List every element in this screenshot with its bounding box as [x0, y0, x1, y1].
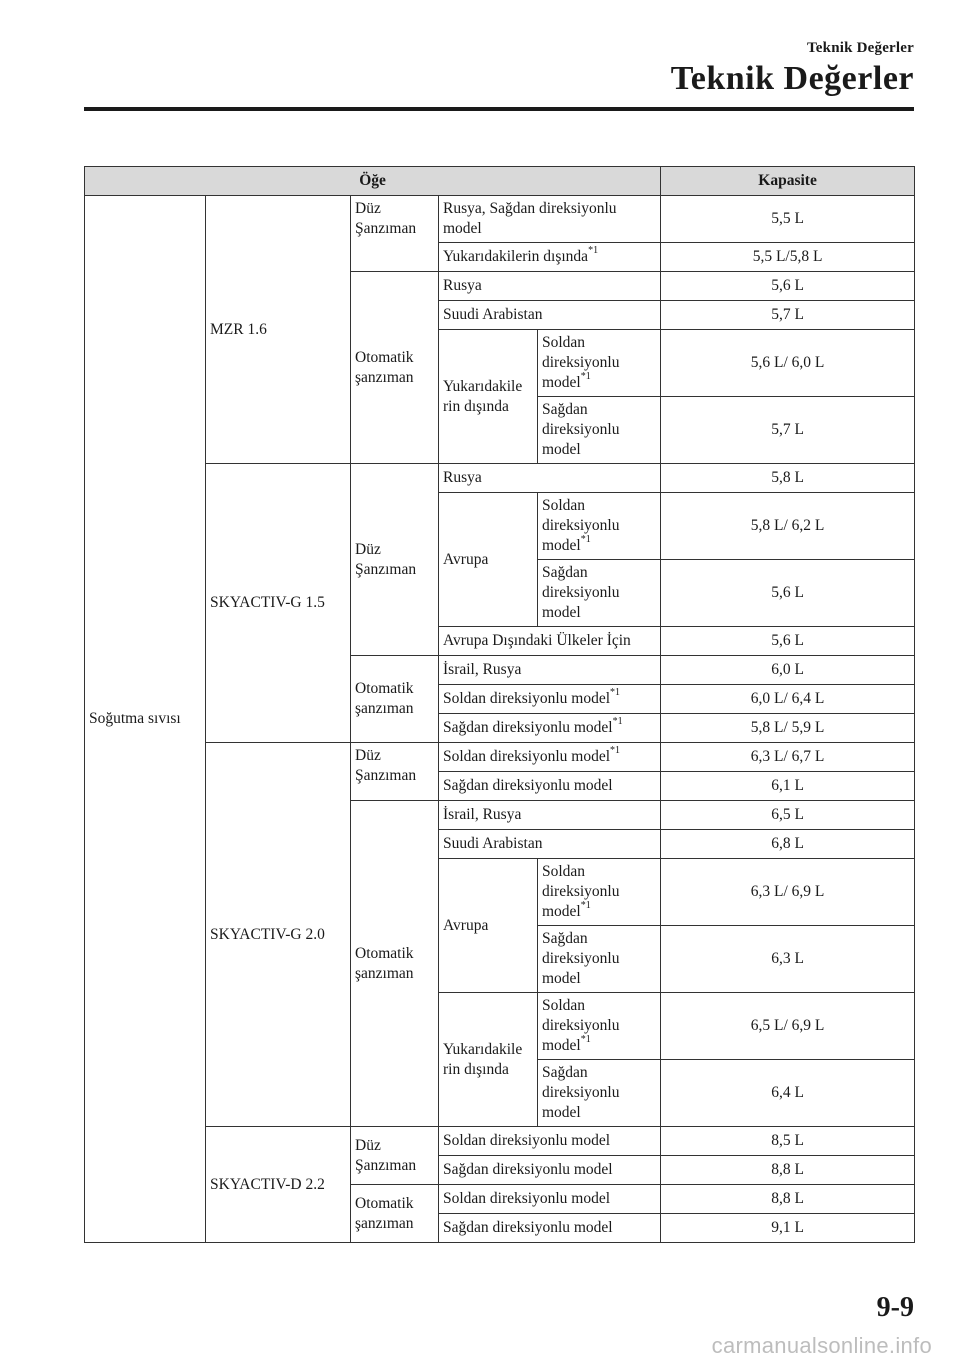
footnote-mark: *1 — [588, 244, 599, 256]
row-label: Soldan direksiyonlu model$^{*1}$ — [538, 859, 661, 926]
coolant-capacity-table — [84, 166, 915, 1243]
capacity-value: 6,5 L — [661, 801, 915, 830]
capacity-value: 5,6 L — [661, 272, 915, 301]
capacity-value: 6,8 L — [661, 830, 915, 859]
row-label: Sağdan direksiyonlu model — [439, 772, 661, 801]
row-label: Soldan direksiyonlu model — [439, 1185, 661, 1214]
trans-auto: Otomatik şanzıman — [351, 801, 439, 1127]
region-other: Yukarıdakile rin dışında — [439, 330, 538, 464]
row-label: Sağdan direksiyonlu model — [538, 560, 661, 627]
capacity-value: 6,0 L/ 6,4 L — [661, 685, 915, 714]
row-label: Soldan direksiyonlu model$^{*1}$ — [538, 330, 661, 397]
row-label: İsrail, Rusya — [439, 656, 661, 685]
capacity-value: 5,7 L — [661, 397, 915, 464]
capacity-value: 5,8 L/ 6,2 L — [661, 493, 915, 560]
region-europe: Avrupa — [439, 859, 538, 993]
capacity-value: 6,1 L — [661, 772, 915, 801]
trans-manual: Düz Şanzıman — [351, 196, 439, 272]
capacity-value: 6,4 L — [661, 1060, 915, 1127]
running-header: Teknik Değerler — [806, 40, 914, 56]
trans-manual: Düz Şanzıman — [351, 464, 439, 656]
row-label: Soldan direksiyonlu model — [439, 1127, 661, 1156]
watermark: carmanualsonline.info — [711, 1333, 932, 1358]
capacity-value: 6,3 L — [661, 926, 915, 993]
footnote-mark: *1 — [612, 715, 623, 727]
capacity-value: 5,8 L — [661, 464, 915, 493]
row-label: Sağdan direksiyonlu model — [538, 926, 661, 993]
row-label: Sağdan direksiyonlu model — [439, 1156, 661, 1185]
row-label: Sağdan direksiyonlu model$^{*1}$ — [439, 714, 661, 743]
footnote-mark: *1 — [580, 1033, 591, 1045]
row-label: Soldan direksiyonlu model$^{*1}$ — [439, 685, 661, 714]
row-label: Avrupa Dışındaki Ülkeler İçin — [439, 627, 661, 656]
row-label: Rusya, Sağdan direksiyonlu model — [439, 196, 661, 243]
row-label: Rusya — [439, 272, 661, 301]
capacity-value: 6,0 L — [661, 656, 915, 685]
capacity-value: 6,3 L/ 6,7 L — [661, 743, 915, 772]
capacity-value: 6,5 L/ 6,9 L — [661, 993, 915, 1060]
row-label: Sağdan direksiyonlu model — [538, 397, 661, 464]
capacity-value: 8,8 L — [661, 1185, 915, 1214]
capacity-value: 5,5 L — [661, 196, 915, 243]
footnote-mark: *1 — [580, 370, 591, 382]
row-label: Yukarıdakilerin dışında$^{*1}$ — [439, 243, 661, 272]
capacity-value: 5,8 L/ 5,9 L — [661, 714, 915, 743]
item-coolant: Soğutma sıvısı — [85, 196, 206, 1243]
row-label: Sağdan direksiyonlu model — [538, 1060, 661, 1127]
trans-auto: Otomatik şanzıman — [351, 272, 439, 464]
capacity-value: 5,6 L — [661, 560, 915, 627]
capacity-value: 5,5 L/5,8 L — [661, 243, 915, 272]
engine-mzr16: MZR 1.6 — [206, 196, 351, 464]
engine-d22: SKYACTIV-D 2.2 — [206, 1127, 351, 1243]
capacity-value: 5,7 L — [661, 301, 915, 330]
row-label: Suudi Arabistan — [439, 301, 661, 330]
region-other: Yukarıdakile rin dışında — [439, 993, 538, 1127]
row-label: Soldan direksiyonlu model$^{*1}$ — [439, 743, 661, 772]
footnote-mark: *1 — [610, 744, 621, 756]
capacity-value: 6,3 L/ 6,9 L — [661, 859, 915, 926]
header-capacity: Kapasite — [661, 167, 915, 196]
row-label: Soldan direksiyonlu model$^{*1}$ — [538, 493, 661, 560]
row-label: İsrail, Rusya — [439, 801, 661, 830]
header-item: Öğe — [85, 167, 661, 196]
header-rule — [84, 107, 914, 111]
capacity-value: 5,6 L/ 6,0 L — [661, 330, 915, 397]
page-number: 9-9 — [876, 1292, 914, 1323]
capacity-value: 9,1 L — [661, 1214, 915, 1243]
row-label: Suudi Arabistan — [439, 830, 661, 859]
trans-manual: Düz Şanzıman — [351, 1127, 439, 1185]
row-label: Rusya — [439, 464, 661, 493]
trans-auto: Otomatik şanzıman — [351, 1185, 439, 1243]
row-label: Soldan direksiyonlu model$^{*1}$ — [538, 993, 661, 1060]
engine-g15: SKYACTIV-G 1.5 — [206, 464, 351, 743]
capacity-value: 8,8 L — [661, 1156, 915, 1185]
trans-auto: Otomatik şanzıman — [351, 656, 439, 743]
footnote-mark: *1 — [610, 686, 621, 698]
engine-g20: SKYACTIV-G 2.0 — [206, 743, 351, 1127]
row-label: Sağdan direksiyonlu model — [439, 1214, 661, 1243]
footnote-mark: *1 — [580, 533, 591, 545]
capacity-value: 5,6 L — [661, 627, 915, 656]
footnote-mark: *1 — [580, 899, 591, 911]
region-europe: Avrupa — [439, 493, 538, 627]
section-title: Teknik Değerler — [670, 60, 914, 97]
trans-manual: Düz Şanzıman — [351, 743, 439, 801]
capacity-value: 8,5 L — [661, 1127, 915, 1156]
